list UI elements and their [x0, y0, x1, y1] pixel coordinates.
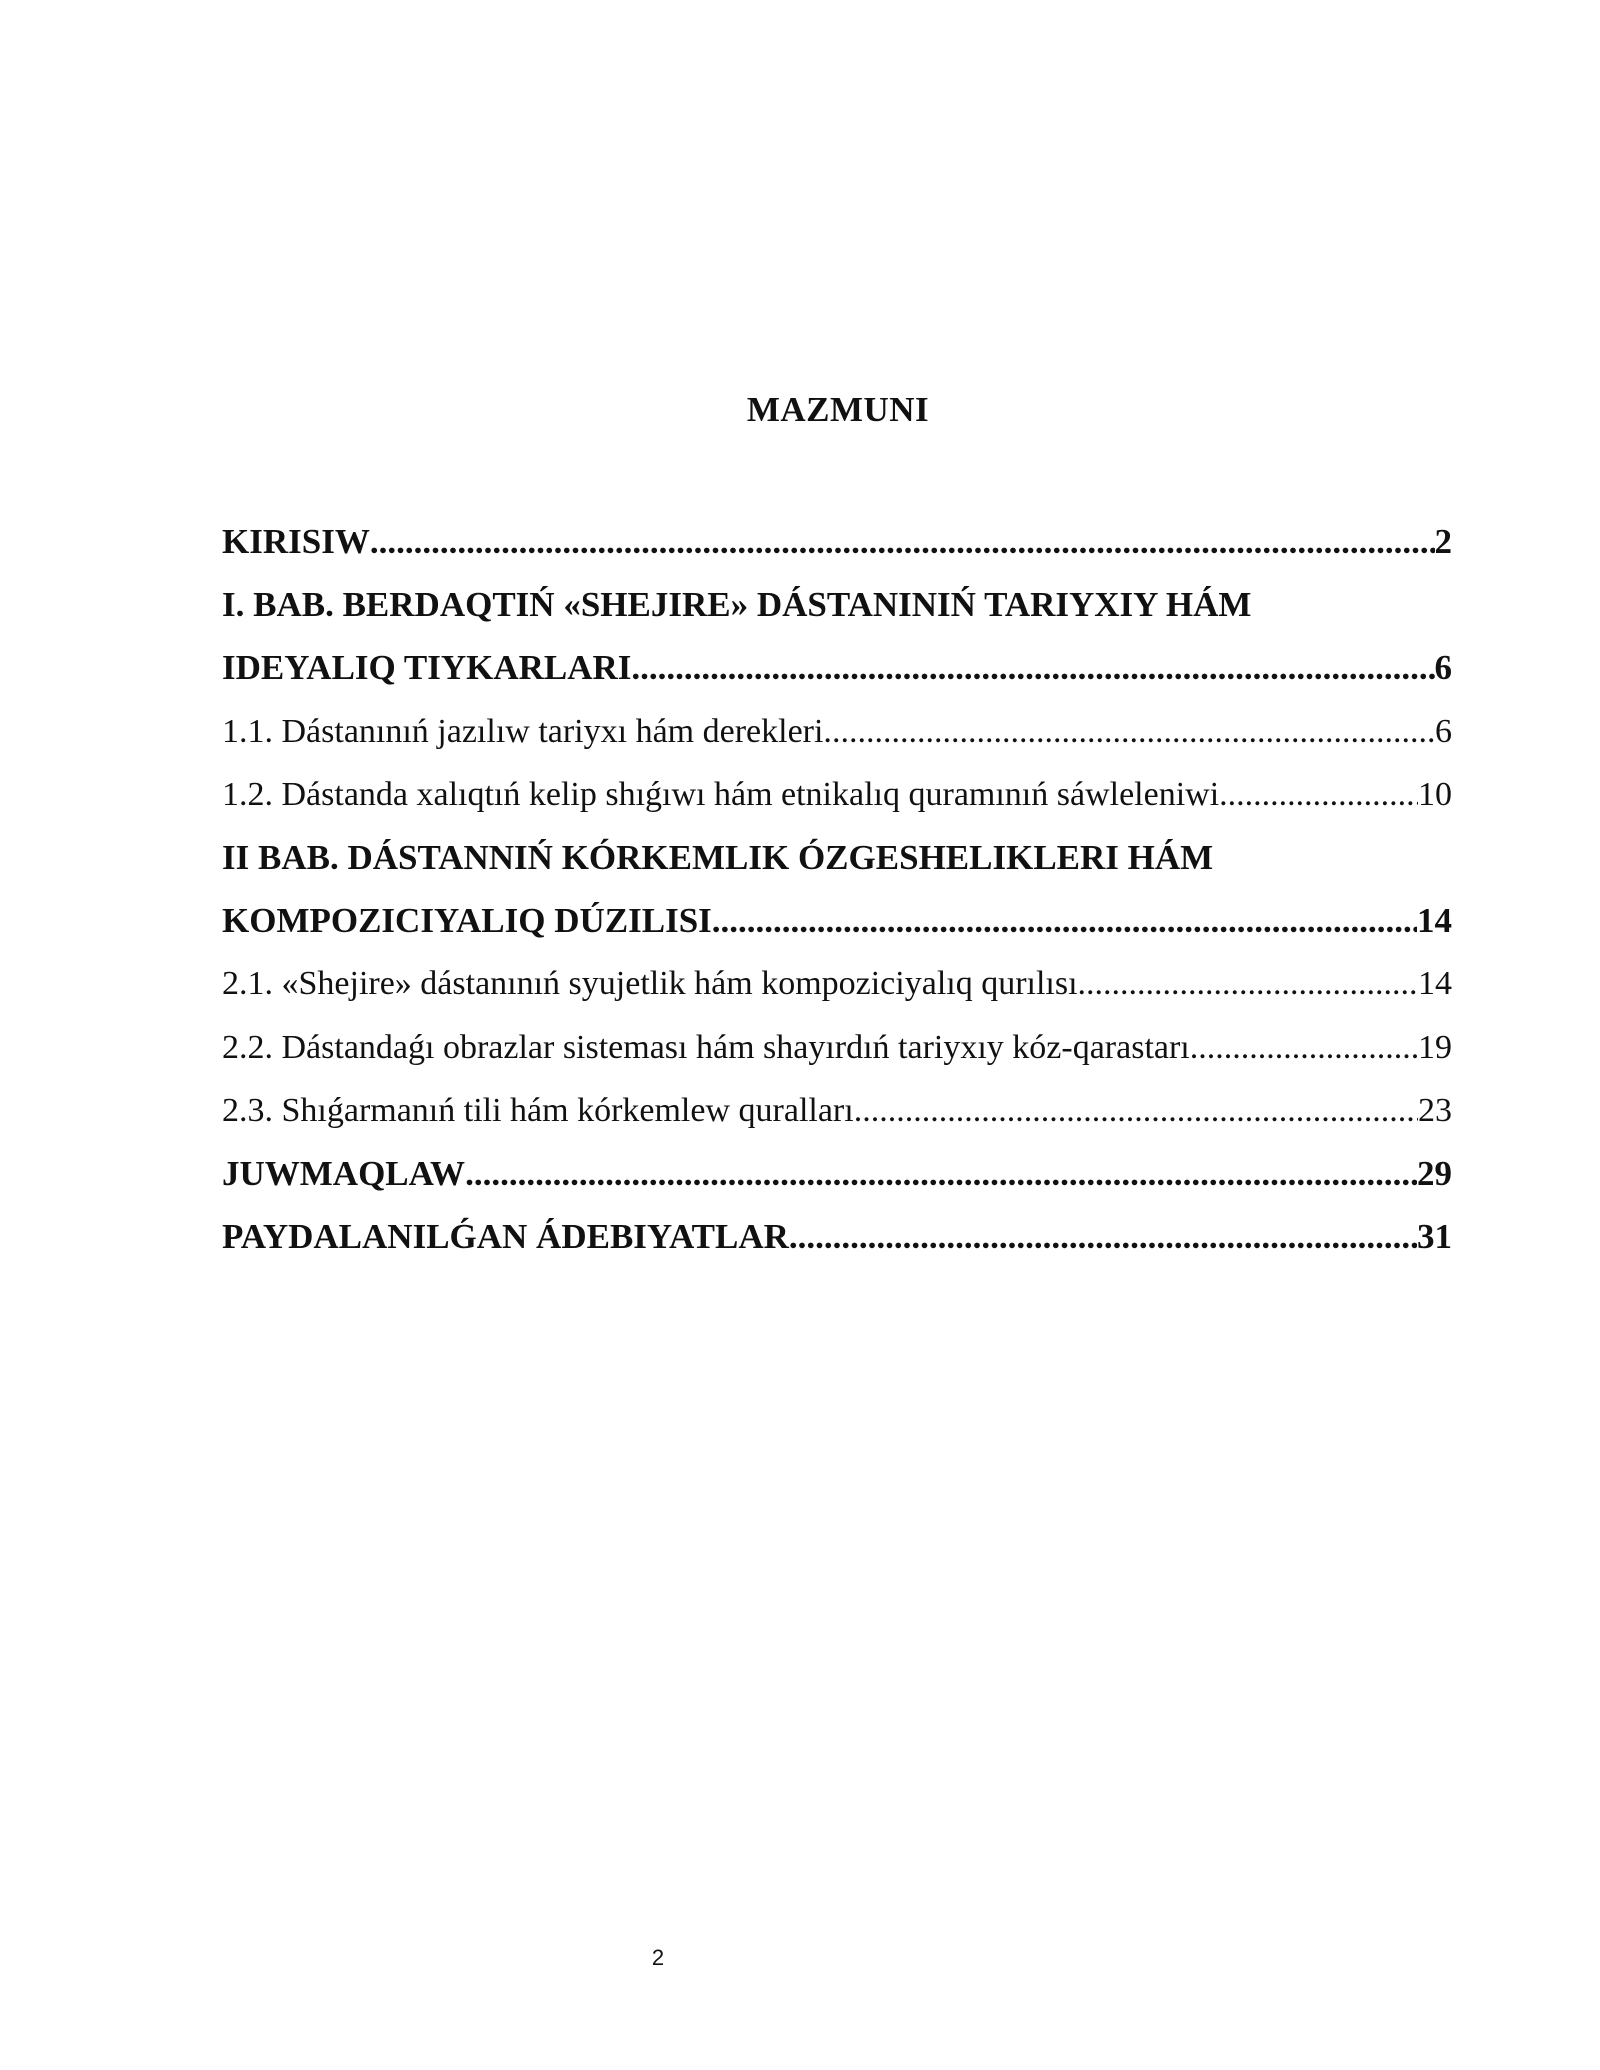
toc-entry	[222, 636, 1452, 699]
toc-entry	[222, 952, 1452, 1015]
toc-entry-title: KOMPOZICIYALIQ DÚZILISI	[222, 901, 712, 941]
toc-entry-title: I. BAB. BERDAQTIŃ «SHEJIRE» DÁSTANINIŃ TARIYXIY HÁM	[222, 585, 1252, 625]
toc-entry-page: 23	[1418, 1091, 1452, 1129]
toc-entry-page: 6	[1434, 648, 1452, 688]
toc-entry-page: 10	[1418, 775, 1452, 813]
toc-entry	[222, 1016, 1452, 1079]
page-title: MAZMUNI	[746, 390, 930, 429]
toc-entry-page: 19	[1418, 1028, 1452, 1066]
toc-entry-page: 14	[1417, 901, 1452, 941]
toc-entry-title: JUWMAQLAW	[222, 1153, 466, 1193]
toc-dot-leader	[631, 636, 1434, 699]
toc-entry	[222, 763, 1452, 826]
table-of-contents	[222, 510, 1452, 1268]
toc-dot-leader	[832, 700, 1435, 763]
toc-entry	[222, 510, 1452, 573]
toc-entry	[222, 573, 1452, 636]
toc-dot-leader	[789, 1205, 1417, 1268]
page-number: 2	[651, 1945, 665, 1970]
toc-entry	[222, 700, 1452, 763]
toc-entry-page: 6	[1435, 712, 1452, 750]
toc-entry	[222, 889, 1452, 952]
toc-entry-page: 29	[1417, 1153, 1452, 1193]
toc-entry	[222, 1079, 1452, 1142]
toc-entry-title: 2.1. «Shejire» dástanınıń syujetlik hám kompoziciyalıq qurılısı.	[222, 965, 1087, 1003]
toc-entry-title: 2.2. Dástandaǵı obrazlar sisteması hám shayırdıń tariyxıy kóz-qarastarı.	[222, 1028, 1199, 1066]
toc-dot-leader	[1228, 763, 1418, 826]
toc-dot-leader	[1198, 1016, 1418, 1079]
toc-entry-title: IDEYALIQ TIYKARLARI	[222, 648, 632, 688]
toc-entry-title: 1.1. Dástanınıń jazılıw tariyxı hám derekleri.	[222, 712, 832, 750]
toc-entry-title: II BAB. DÁSTANNIŃ KÓRKEMLIK ÓZGESHELIKLERI HÁM	[222, 837, 1214, 877]
toc-dot-leader	[1086, 952, 1418, 1015]
toc-entry-title: 2.3. Shıǵarmanıń tili hám kórkemlew quralları.	[222, 1091, 863, 1129]
toc-entry	[222, 1142, 1452, 1205]
toc-entry-page: 2	[1434, 522, 1452, 561]
toc-dot-leader	[712, 889, 1417, 952]
toc-dot-leader	[465, 1142, 1417, 1205]
toc-entry	[222, 826, 1452, 889]
toc-dot-leader	[370, 510, 1435, 573]
toc-dot-leader	[862, 1079, 1418, 1142]
toc-entry-title: PAYDALANILǴAN ÁDEBIYATLAR	[222, 1217, 789, 1257]
toc-entry-title: 1.2. Dástanda xalıqtıń kelip shıǵıwı hám etnikalıq quramınıń sáwleleniwi.	[222, 775, 1228, 813]
toc-entry-page: 14	[1418, 965, 1452, 1003]
toc-entry-title: KIRISIW	[222, 522, 370, 561]
toc-entry	[222, 1205, 1452, 1268]
toc-entry-page: 31	[1417, 1217, 1452, 1257]
